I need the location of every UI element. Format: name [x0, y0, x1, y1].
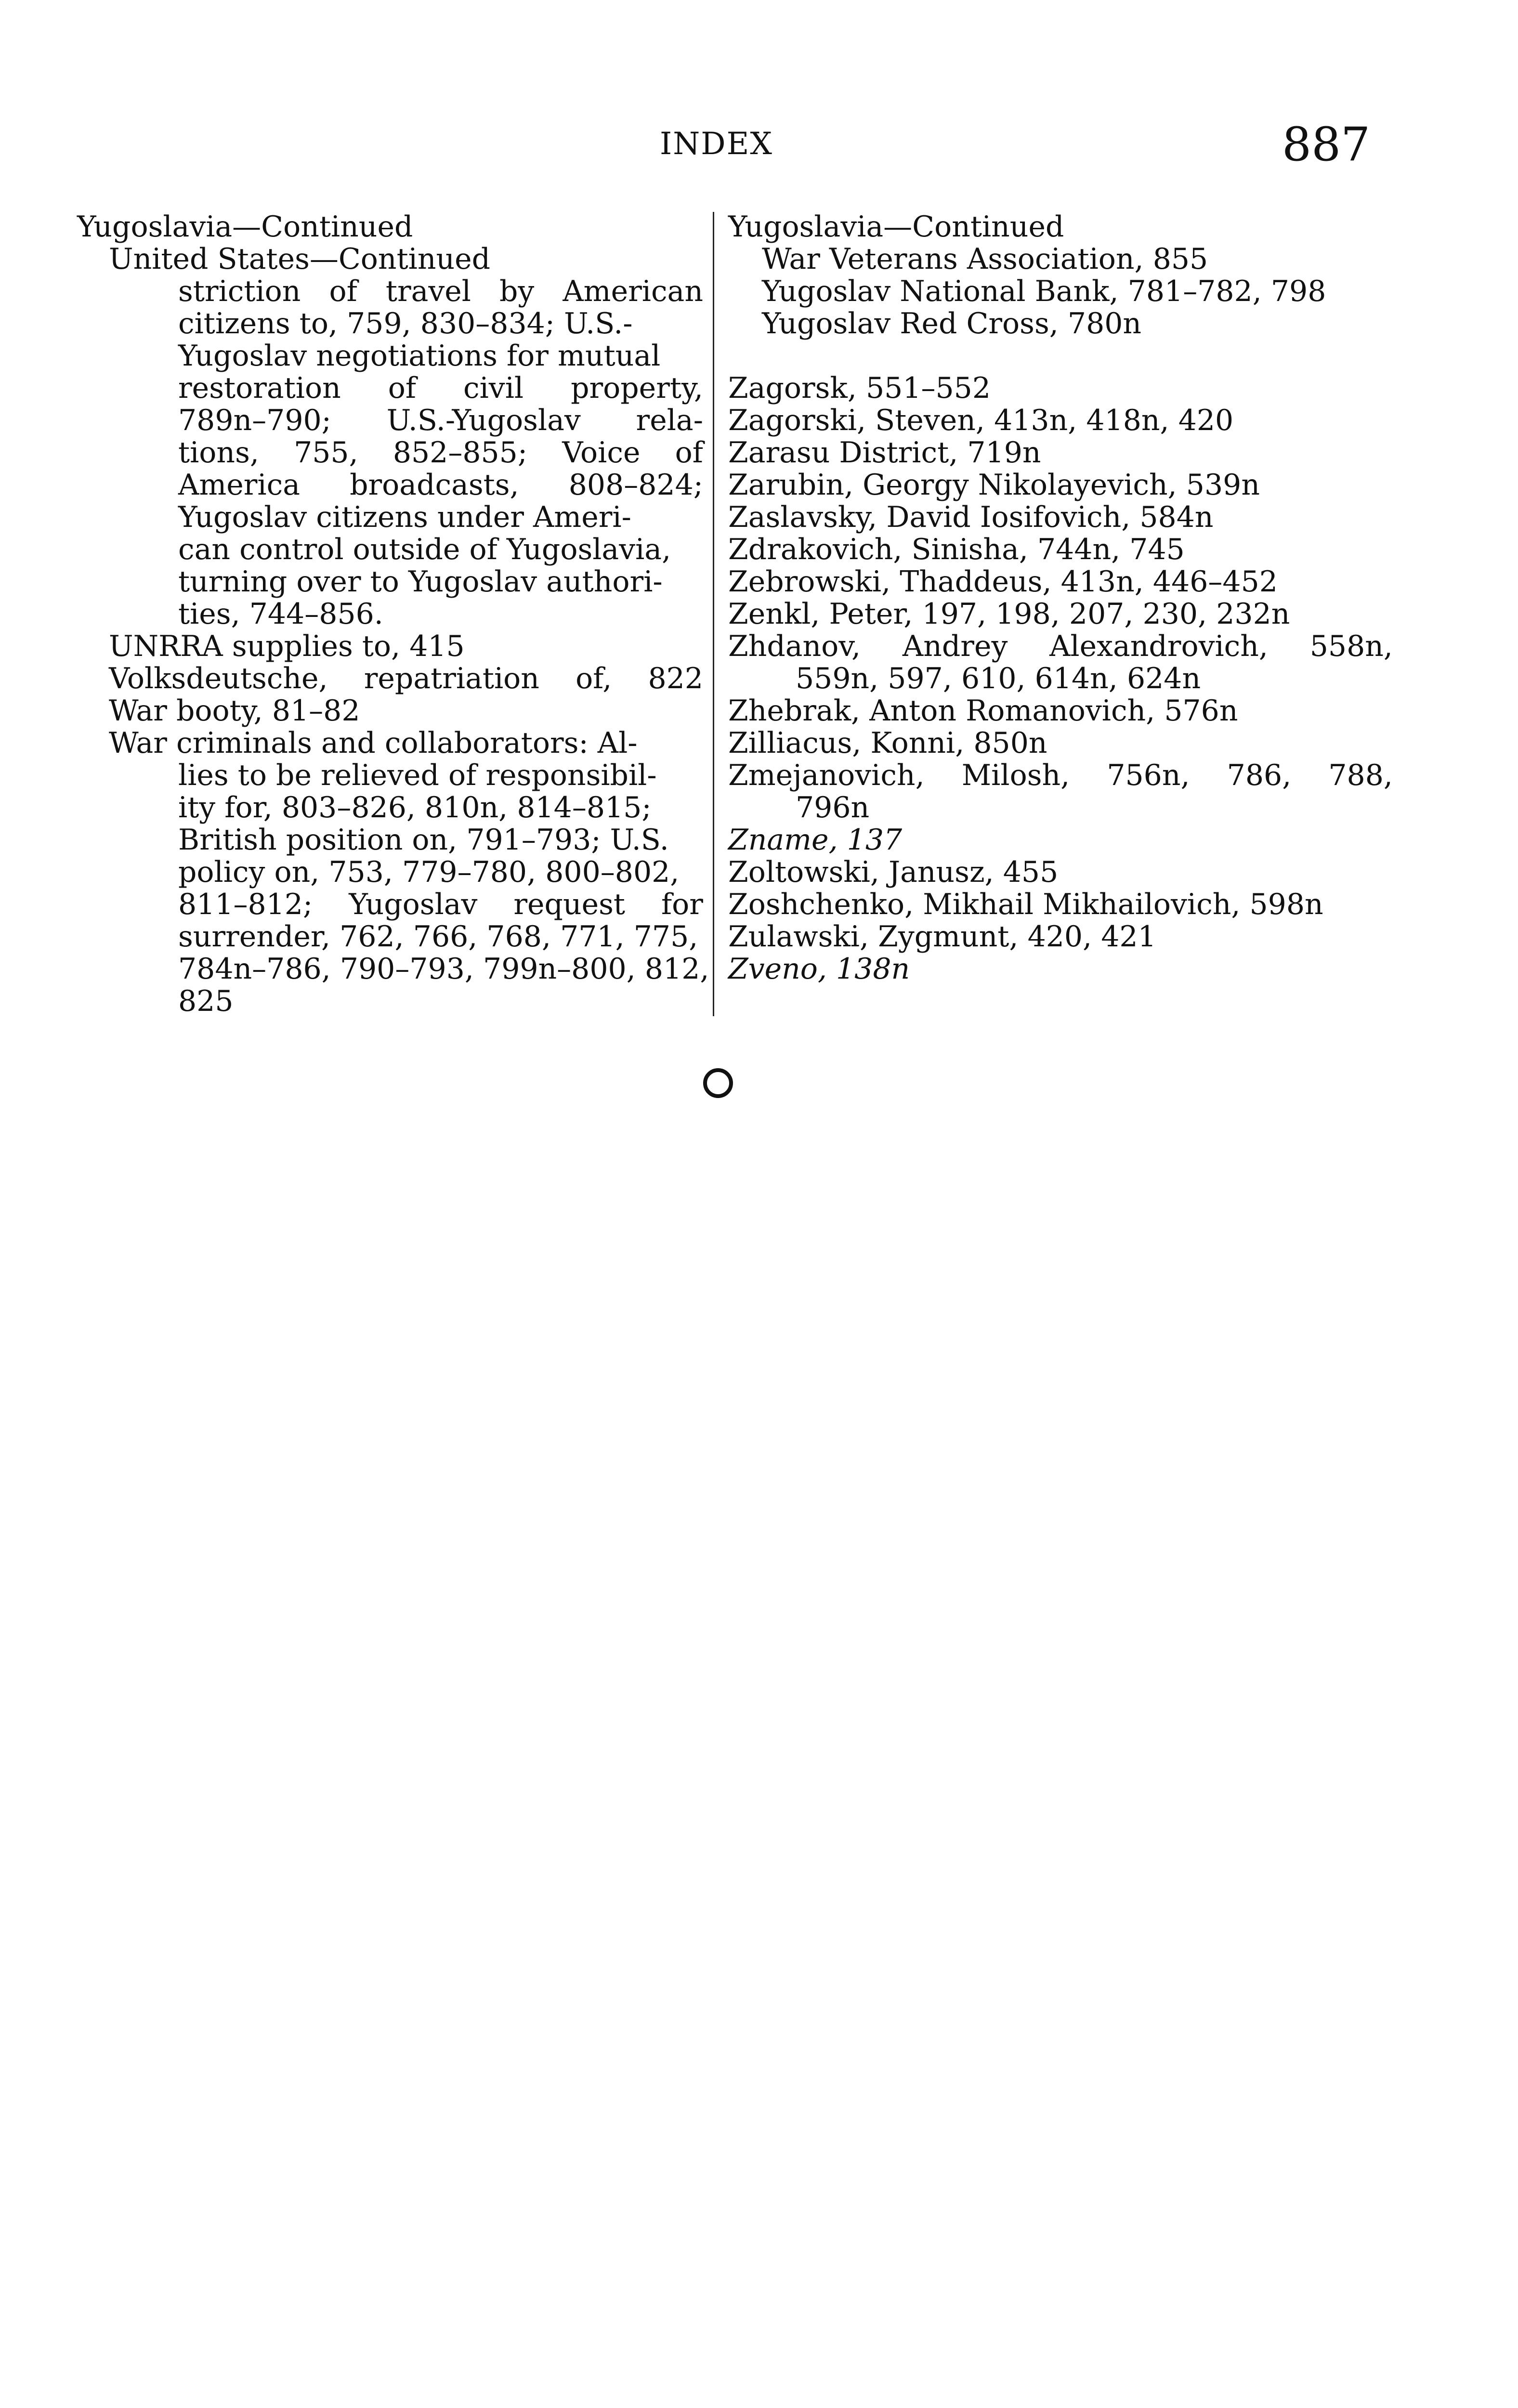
index-line: Zname, 137: [728, 823, 903, 857]
index-line: War booty, 81–82: [109, 694, 360, 728]
index-word: 789n–790;: [178, 404, 331, 437]
index-line: Yugoslavia—Continued: [728, 210, 1064, 244]
index-word: Alexandrovich,: [1049, 629, 1268, 663]
index-word: rela-: [636, 404, 703, 437]
index-line: can control outside of Yugoslavia,: [178, 533, 671, 566]
index-line: ity for, 803–826, 810n, 814–815;: [178, 791, 652, 824]
index-word: 756n,: [1107, 759, 1190, 792]
index-line: Zarasu District, 719n: [728, 436, 1041, 470]
page-number: 887: [1282, 118, 1371, 171]
index-column-right: [728, 211, 1393, 985]
index-word: travel: [385, 275, 471, 308]
index-word: property,: [571, 371, 703, 405]
index-word: 558n,: [1309, 629, 1393, 663]
index-word: American: [563, 275, 703, 308]
index-line: surrender, 762, 766, 768, 771, 775,: [178, 920, 698, 954]
index-word: restoration: [178, 371, 341, 405]
index-line: lies to be relieved of responsibil-: [178, 759, 657, 792]
index-line: Zdrakovich, Sinisha, 744n, 745: [728, 533, 1185, 566]
index-line: Zagorsk, 551–552: [728, 371, 991, 405]
index-line: 796n: [796, 791, 870, 824]
column-rule: [713, 212, 714, 1016]
index-line: Zoltowski, Janusz, 455: [728, 855, 1059, 889]
index-column-left: [77, 210, 709, 1018]
index-word: Zmejanovich,: [728, 759, 925, 792]
index-word: Andrey: [902, 629, 1008, 663]
end-of-index-mark: [703, 1068, 733, 1098]
index-line: citizens to, 759, 830–834; U.S.-: [178, 307, 633, 340]
index-line: [728, 630, 1393, 663]
index-line: [728, 340, 1393, 372]
index-word: request: [513, 888, 626, 921]
index-line: [178, 405, 703, 437]
index-word: of: [388, 371, 417, 405]
index-line: Yugoslav National Bank, 781–782, 798: [762, 275, 1326, 308]
index-word: 822: [648, 662, 703, 695]
index-word: Voice: [562, 436, 641, 470]
index-line: policy on, 753, 779–780, 800–802,: [178, 855, 680, 889]
index-line: [178, 469, 703, 501]
index-word: 788,: [1328, 759, 1393, 792]
index-word: America: [178, 468, 300, 502]
index-line: Zhebrak, Anton Romanovich, 576n: [728, 694, 1238, 728]
index-line: [178, 889, 703, 921]
index-line: Yugoslav Red Cross, 780n: [762, 307, 1142, 340]
index-line: 825: [178, 984, 234, 1018]
index-word: 786,: [1227, 759, 1292, 792]
index-word: Yugoslav: [349, 888, 478, 921]
index-word: by: [499, 275, 535, 308]
index-line: Zveno, 138n: [728, 952, 910, 986]
index-word: 808–824;: [568, 468, 703, 502]
index-line: British position on, 791–793; U.S.: [178, 823, 669, 857]
index-line: Yugoslavia—Continued: [77, 210, 413, 244]
index-line: ties, 744–856.: [178, 597, 383, 631]
index-word: 755,: [294, 436, 358, 470]
index-line: Zaslavsky, David Iosifovich, 584n: [728, 500, 1214, 534]
index-line: Zoshchenko, Mikhail Mikhailovich, 598n: [728, 888, 1323, 921]
index-line: Zenkl, Peter, 197, 198, 207, 230, 232n: [728, 597, 1290, 631]
index-line: War criminals and collaborators: Al-: [109, 726, 638, 760]
index-line: 784n–786, 790–793, 799n–800, 812,: [178, 952, 709, 986]
index-word: of: [329, 275, 357, 308]
index-line: Yugoslav negotiations for mutual: [178, 339, 661, 373]
index-line: [109, 663, 703, 695]
index-line: Zarubin, Georgy Nikolayevich, 539n: [728, 468, 1260, 502]
index-word: repatriation: [364, 662, 539, 695]
index-word: Zhdanov,: [728, 629, 861, 663]
running-head: INDEX: [660, 126, 773, 162]
index-line: [728, 759, 1393, 792]
index-word: U.S.-Yugoslav: [386, 404, 581, 437]
index-word: 852–855;: [393, 436, 528, 470]
index-word: of: [675, 436, 703, 470]
index-word: Milosh,: [961, 759, 1070, 792]
index-word: for: [661, 888, 703, 921]
index-word: of,: [576, 662, 612, 695]
index-word: civil: [463, 371, 524, 405]
index-line: [178, 275, 703, 308]
index-line: Zagorski, Steven, 413n, 418n, 420: [728, 404, 1234, 437]
index-line: War Veterans Association, 855: [762, 242, 1208, 276]
index-line: Yugoslav citizens under Ameri-: [178, 500, 631, 534]
index-word: broadcasts,: [350, 468, 519, 502]
index-line: Zilliacus, Konni, 850n: [728, 726, 1047, 760]
index-word: 811–812;: [178, 888, 313, 921]
index-line: Zulawski, Zygmunt, 420, 421: [728, 920, 1156, 954]
index-line: [178, 372, 703, 405]
index-word: Volksdeutsche,: [109, 662, 328, 695]
index-word: tions,: [178, 436, 259, 470]
index-line: turning over to Yugoslav authori-: [178, 565, 663, 599]
index-line: [178, 437, 703, 469]
index-word: striction: [178, 275, 301, 308]
index-line: Zebrowski, Thaddeus, 413n, 446–452: [728, 565, 1278, 599]
index-line: United States—Continued: [109, 242, 491, 276]
index-line: UNRRA supplies to, 415: [109, 629, 465, 663]
index-line: 559n, 597, 610, 614n, 624n: [796, 662, 1201, 695]
